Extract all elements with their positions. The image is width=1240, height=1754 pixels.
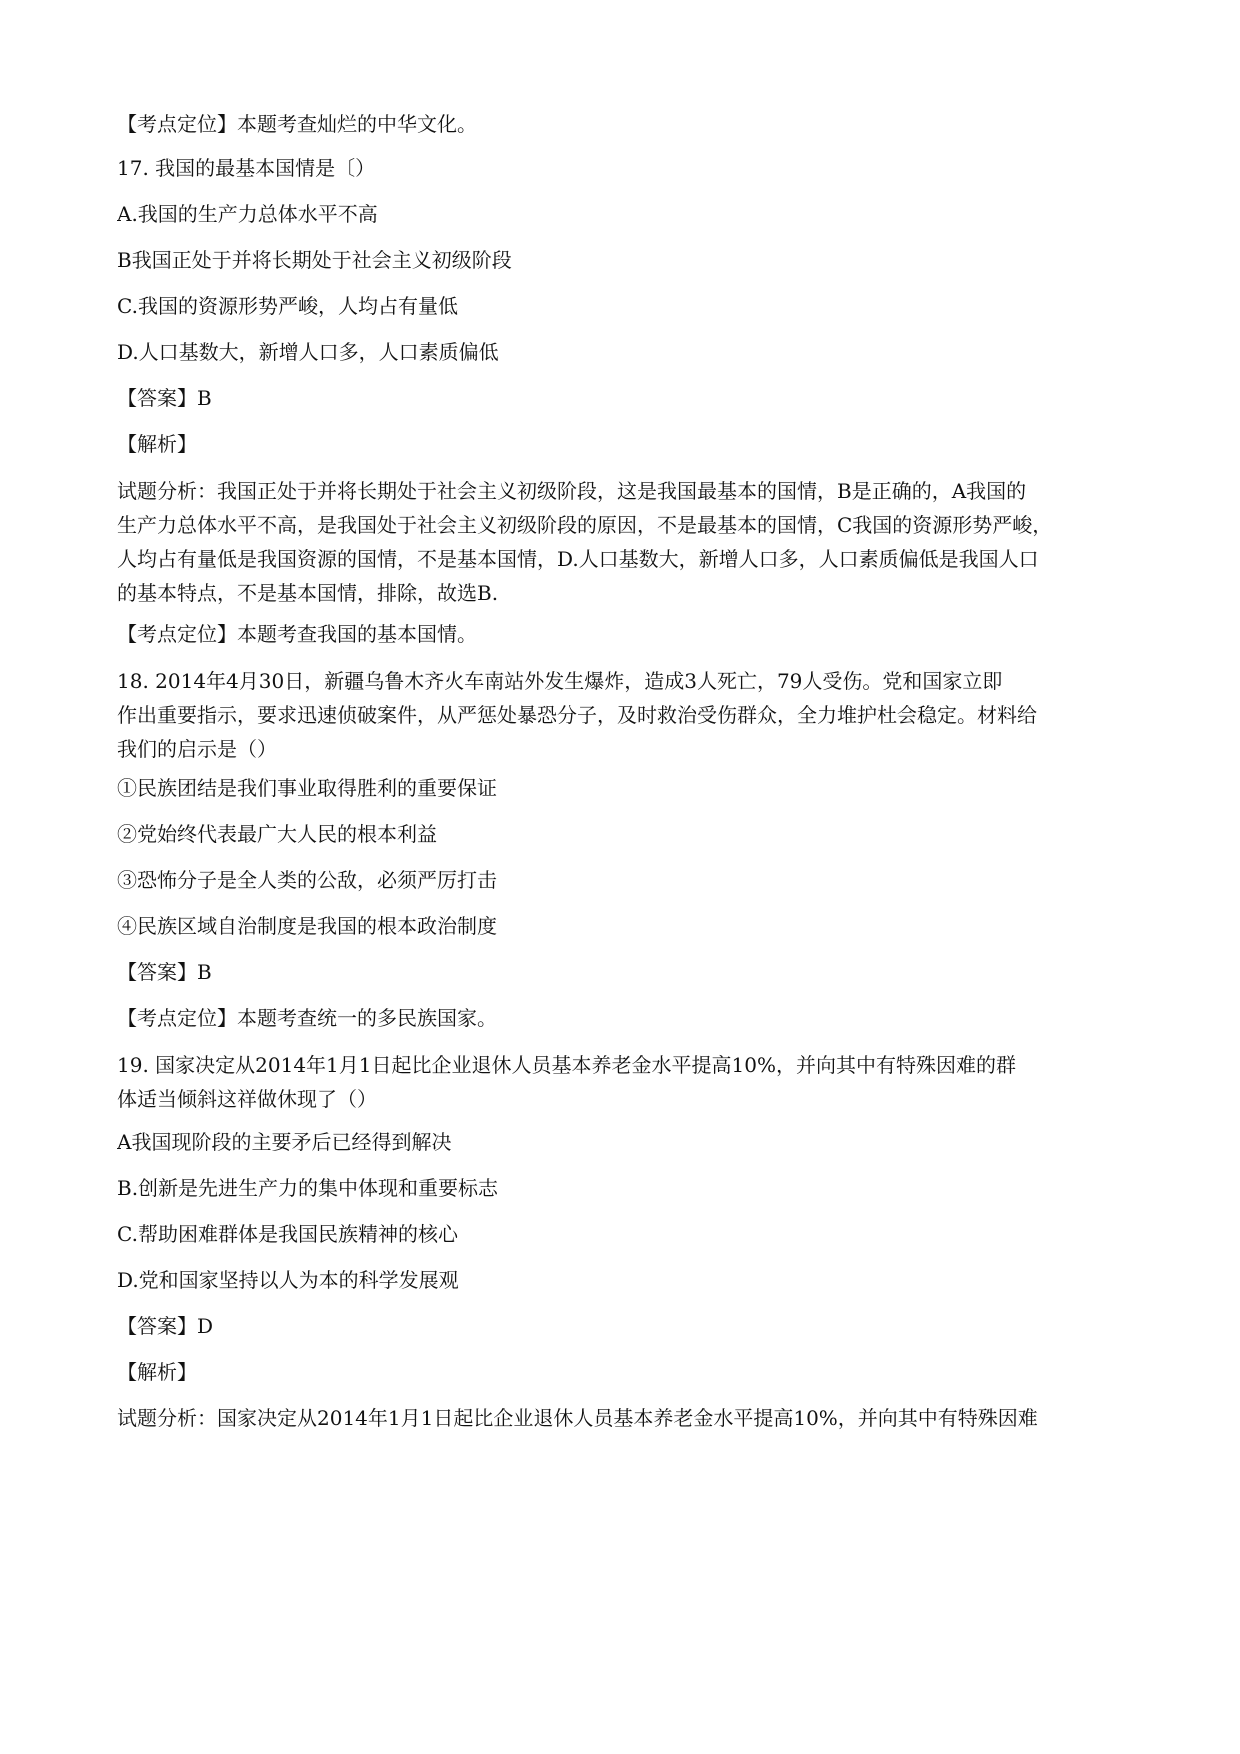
question-17-stem: 17. 我国的最基本国情是〔） [117, 156, 376, 180]
question-19-option-a: A我国现阶段的主要矛后已经得到解决 [117, 1130, 452, 1154]
question-17-option-a: A.我国的生产力总体水平不高 [117, 202, 378, 226]
analysis-line: 生产力总体水平不高，是我国处于社会主义初级阶段的原因，不是最基本的国情，C我国的资源形势严峻， [117, 513, 1053, 537]
question-19-stem [117, 1048, 1127, 1116]
question-17-kaodian: 【考点定位】本题考查我国的基本国情。 [117, 622, 477, 646]
question-18-option-4: ④民族区域自治制度是我国的根本政治制度 [117, 914, 497, 938]
question-19-analysis-line: 试题分析：国家决定从2014年1月1日起比企业退休人员基本养老金水平提高10%，并向其中有特殊因难 [117, 1406, 1038, 1430]
question-18-answer: 【答案】B [117, 960, 212, 984]
question-17-option-d: D.人口基数大，新增人口多，人口素质偏低 [117, 340, 499, 364]
analysis-line: 人均占有量低是我国资源的国情，不是基本国情，D.人口基数大，新增人口多，人口素质偏低是我国人口 [117, 547, 1039, 571]
question-17-answer: 【答案】B [117, 386, 212, 410]
question-17-analysis-heading: 【解析】 [117, 432, 197, 456]
question-19-analysis-heading: 【解析】 [117, 1360, 197, 1384]
stem-line: 体适当倾斜这祥做休现了（） [117, 1087, 377, 1111]
stem-line: 我们的启示是（） [117, 737, 277, 761]
question-18-option-3: ③恐怖分子是全人类的公敌，必须严厉打击 [117, 868, 497, 892]
question-18-option-2: ②党始终代表最广大人民的根本利益 [117, 822, 437, 846]
question-18-stem [117, 664, 1127, 766]
question-19-option-b: B.创新是先进生产力的集中体现和重要标志 [117, 1176, 499, 1200]
analysis-line: 试题分析：我国正处于并将长期处于社会主义初级阶段，这是我国最基本的国情，B是正确的，A我国的 [117, 479, 1027, 503]
question-17-analysis [117, 474, 1127, 610]
question-19-answer: 【答案】D [117, 1314, 214, 1338]
question-19-option-c: C.帮助困难群体是我国民族精神的核心 [117, 1222, 458, 1246]
question-18-kaodian: 【考点定位】本题考查统一的多民族国家。 [117, 1006, 497, 1030]
analysis-line: 的基本特点，不是基本国情，排除，故选B. [117, 581, 499, 605]
question-19-option-d: D.党和国家坚持以人为本的科学发展观 [117, 1268, 459, 1292]
kaodian-line: 【考点定位】本题考查灿烂的中华文化。 [117, 112, 477, 136]
stem-line: 19. 国家决定从2014年1月1日起比企业退休人员基本养老金水平提高10%，并向其中有特殊因难的群 [117, 1053, 1016, 1077]
stem-line: 作出重要指示，要求迅速侦破案件，从严惩处暴恐分子，及时救治受伤群众，全力堆护杜会稳定。材料给 [117, 703, 1037, 727]
stem-line: 18. 2014年4月30日，新疆乌鲁木齐火车南站外发生爆炸，造成3人死亡，79人受伤。党和国家立即 [117, 669, 1003, 693]
question-18-option-1: ①民族团结是我们事业取得胜利的重要保证 [117, 776, 497, 800]
question-17-option-b: B我国正处于并将长期处于社会主义初级阶段 [117, 248, 512, 272]
question-17-option-c: C.我国的资源形势严峻，人均占有量低 [117, 294, 458, 318]
